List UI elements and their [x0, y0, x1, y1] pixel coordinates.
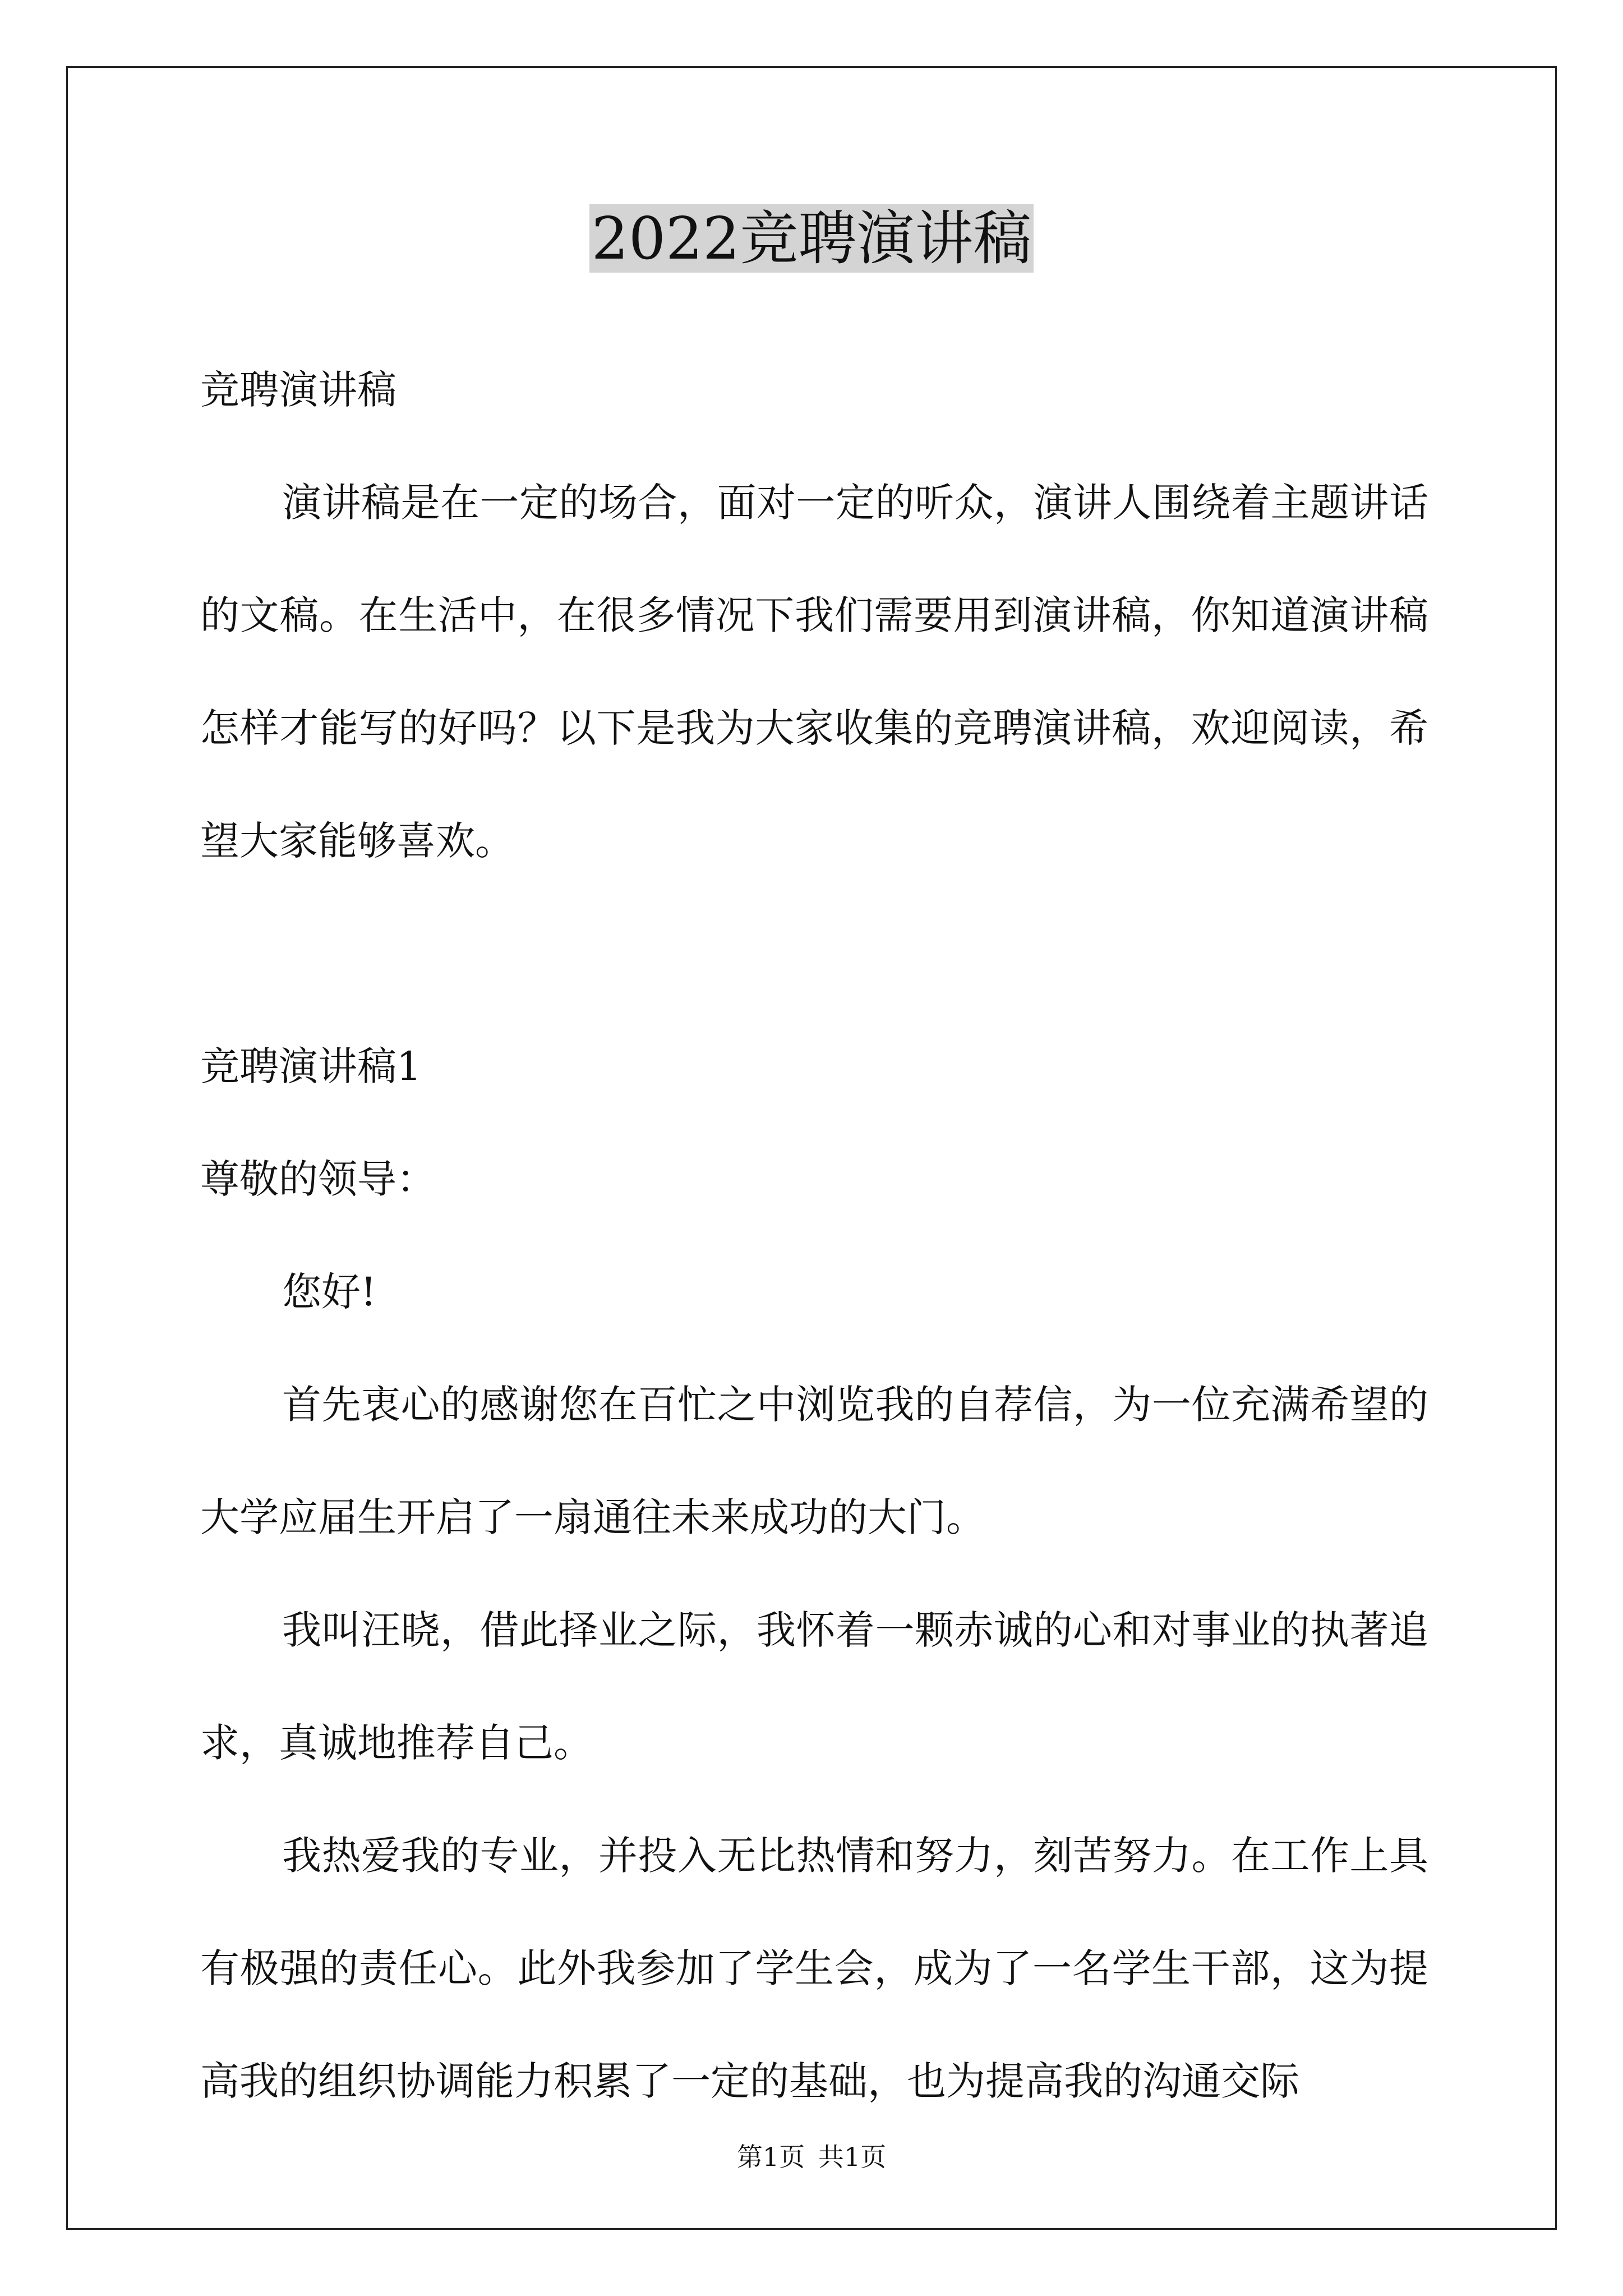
body-paragraph-2: 我叫汪晓，借此择业之际，我怀着一颗赤诚的心和对事业的执著追求，真诚地推荐自己。	[200, 1607, 1428, 1766]
section-heading: 竞聘演讲稿1	[200, 1043, 422, 1089]
body-paragraph-3: 我热爱我的专业，并投入无比热情和努力，刻苦努力。在工作上具有极强的责任心。此外我参加了学生会，成为了一名学生干部，这为提高我的组织协调能力积累了一定的基础，也为提高我的沟通交际	[200, 1833, 1428, 2104]
greeting: 您好!	[282, 1269, 377, 1315]
spacer	[200, 898, 1428, 1010]
document-body	[200, 334, 1428, 2138]
heading: 竞聘演讲稿	[200, 367, 396, 413]
document-title	[0, 199, 1623, 278]
salutation: 尊敬的领导：	[200, 1156, 436, 1202]
document-title-text: 2022竞聘演讲稿	[589, 204, 1034, 273]
body-paragraph-1: 首先衷心的感谢您在百忙之中浏览我的自荐信，为一位充满希望的大学应届生开启了一扇通往未来成功的大门。	[200, 1382, 1428, 1540]
page-footer: 第1页 共1页	[736, 2142, 887, 2172]
intro-paragraph: 演讲稿是在一定的场合，面对一定的听众，演讲人围绕着主题讲话的文稿。在生活中，在很多情况下我们需要用到演讲稿，你知道演讲稿怎样才能写的好吗？以下是我为大家收集的竞聘演讲稿，欢迎阅读，希望大家能够喜欢。	[200, 480, 1428, 864]
